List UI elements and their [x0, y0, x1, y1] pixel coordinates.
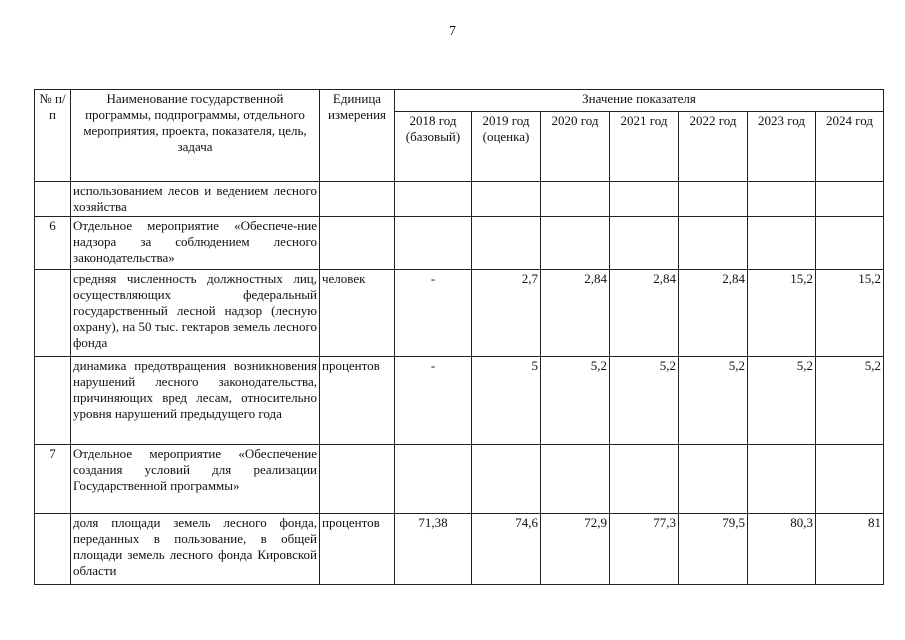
- row-value: 2,84: [610, 270, 679, 357]
- page-number: 7: [449, 24, 456, 39]
- header-year: 2020 год: [541, 112, 610, 182]
- row-value: 5: [472, 357, 541, 445]
- header-year: 2021 год: [610, 112, 679, 182]
- row-unit: процентов: [320, 357, 395, 445]
- row-name: динамика предотвращения возникновения нарушений лесного законодательства, причиняющих вред лесам, относительно уровня нарушений предыдущего года: [71, 357, 320, 445]
- row-value: 71,38: [395, 514, 472, 585]
- row-unit: [320, 445, 395, 514]
- row-value: 5,2: [816, 357, 884, 445]
- row-value: 80,3: [748, 514, 816, 585]
- row-value: 77,3: [610, 514, 679, 585]
- table-row: [35, 182, 884, 217]
- row-value: [610, 445, 679, 514]
- row-num: [35, 270, 71, 357]
- row-value: [541, 445, 610, 514]
- header-unit: Единица измерения: [320, 90, 395, 182]
- indicators-table: [34, 89, 884, 585]
- row-value: [541, 217, 610, 270]
- row-name: Отдельное мероприятие «Обеспече-ние надзора за соблюдением лесного законодательства»: [71, 217, 320, 270]
- row-value: [472, 445, 541, 514]
- header-year: 2022 год: [679, 112, 748, 182]
- row-value: [748, 217, 816, 270]
- row-value: [541, 182, 610, 217]
- row-name: использованием лесов и ведением лесного хозяйства: [71, 182, 320, 217]
- row-value: 79,5: [679, 514, 748, 585]
- row-value: 5,2: [679, 357, 748, 445]
- row-value: 81: [816, 514, 884, 585]
- row-value: 5,2: [748, 357, 816, 445]
- row-value: -: [395, 270, 472, 357]
- header-year: 2018 год (базовый): [395, 112, 472, 182]
- row-value: [472, 182, 541, 217]
- row-num: [35, 182, 71, 217]
- row-value: [679, 182, 748, 217]
- row-value: [748, 182, 816, 217]
- row-value: 15,2: [816, 270, 884, 357]
- header-name: Наименование государственной программы, подпрограммы, отдельного мероприятия, проекта, показателя, цель, задача: [71, 90, 320, 182]
- row-value: 2,7: [472, 270, 541, 357]
- table-row: [35, 217, 884, 270]
- row-value: [748, 445, 816, 514]
- row-name: средняя численность должностных лиц, осуществляющих федеральный государственный лесной надзор (лесную охрану), на 50 тыс. гектаров земель лесного фонда: [71, 270, 320, 357]
- row-num: 6: [35, 217, 71, 270]
- row-value: [816, 182, 884, 217]
- row-name: Отдельное мероприятие «Обеспечение создания условий для реализации Государственной программы»: [71, 445, 320, 514]
- table-row: [35, 445, 884, 514]
- row-value: [395, 217, 472, 270]
- row-unit: [320, 217, 395, 270]
- table-row: [35, 270, 884, 357]
- header-year: 2023 год: [748, 112, 816, 182]
- row-value: 15,2: [748, 270, 816, 357]
- row-unit: процентов: [320, 514, 395, 585]
- row-unit: [320, 182, 395, 217]
- row-value: [816, 217, 884, 270]
- row-num: [35, 514, 71, 585]
- row-value: 2,84: [679, 270, 748, 357]
- row-value: [610, 217, 679, 270]
- row-value: 5,2: [610, 357, 679, 445]
- row-value: [472, 217, 541, 270]
- row-value: [395, 182, 472, 217]
- header-num: № п/п: [35, 90, 71, 182]
- header-year: 2019 год (оценка): [472, 112, 541, 182]
- row-value: [679, 217, 748, 270]
- row-num: [35, 357, 71, 445]
- row-value: 5,2: [541, 357, 610, 445]
- row-value: 2,84: [541, 270, 610, 357]
- table-row: [35, 514, 884, 585]
- row-unit: человек: [320, 270, 395, 357]
- header-values-title: Значение показателя: [395, 90, 884, 112]
- row-name: доля площади земель лесного фонда, переданных в пользование, в общей площади земель лесного фонда Кировской области: [71, 514, 320, 585]
- table-row: [35, 357, 884, 445]
- row-value: [679, 445, 748, 514]
- row-value: 72,9: [541, 514, 610, 585]
- row-value: 74,6: [472, 514, 541, 585]
- row-value: [395, 445, 472, 514]
- row-value: [816, 445, 884, 514]
- row-value: [610, 182, 679, 217]
- row-num: 7: [35, 445, 71, 514]
- header-year: 2024 год: [816, 112, 884, 182]
- row-value: -: [395, 357, 472, 445]
